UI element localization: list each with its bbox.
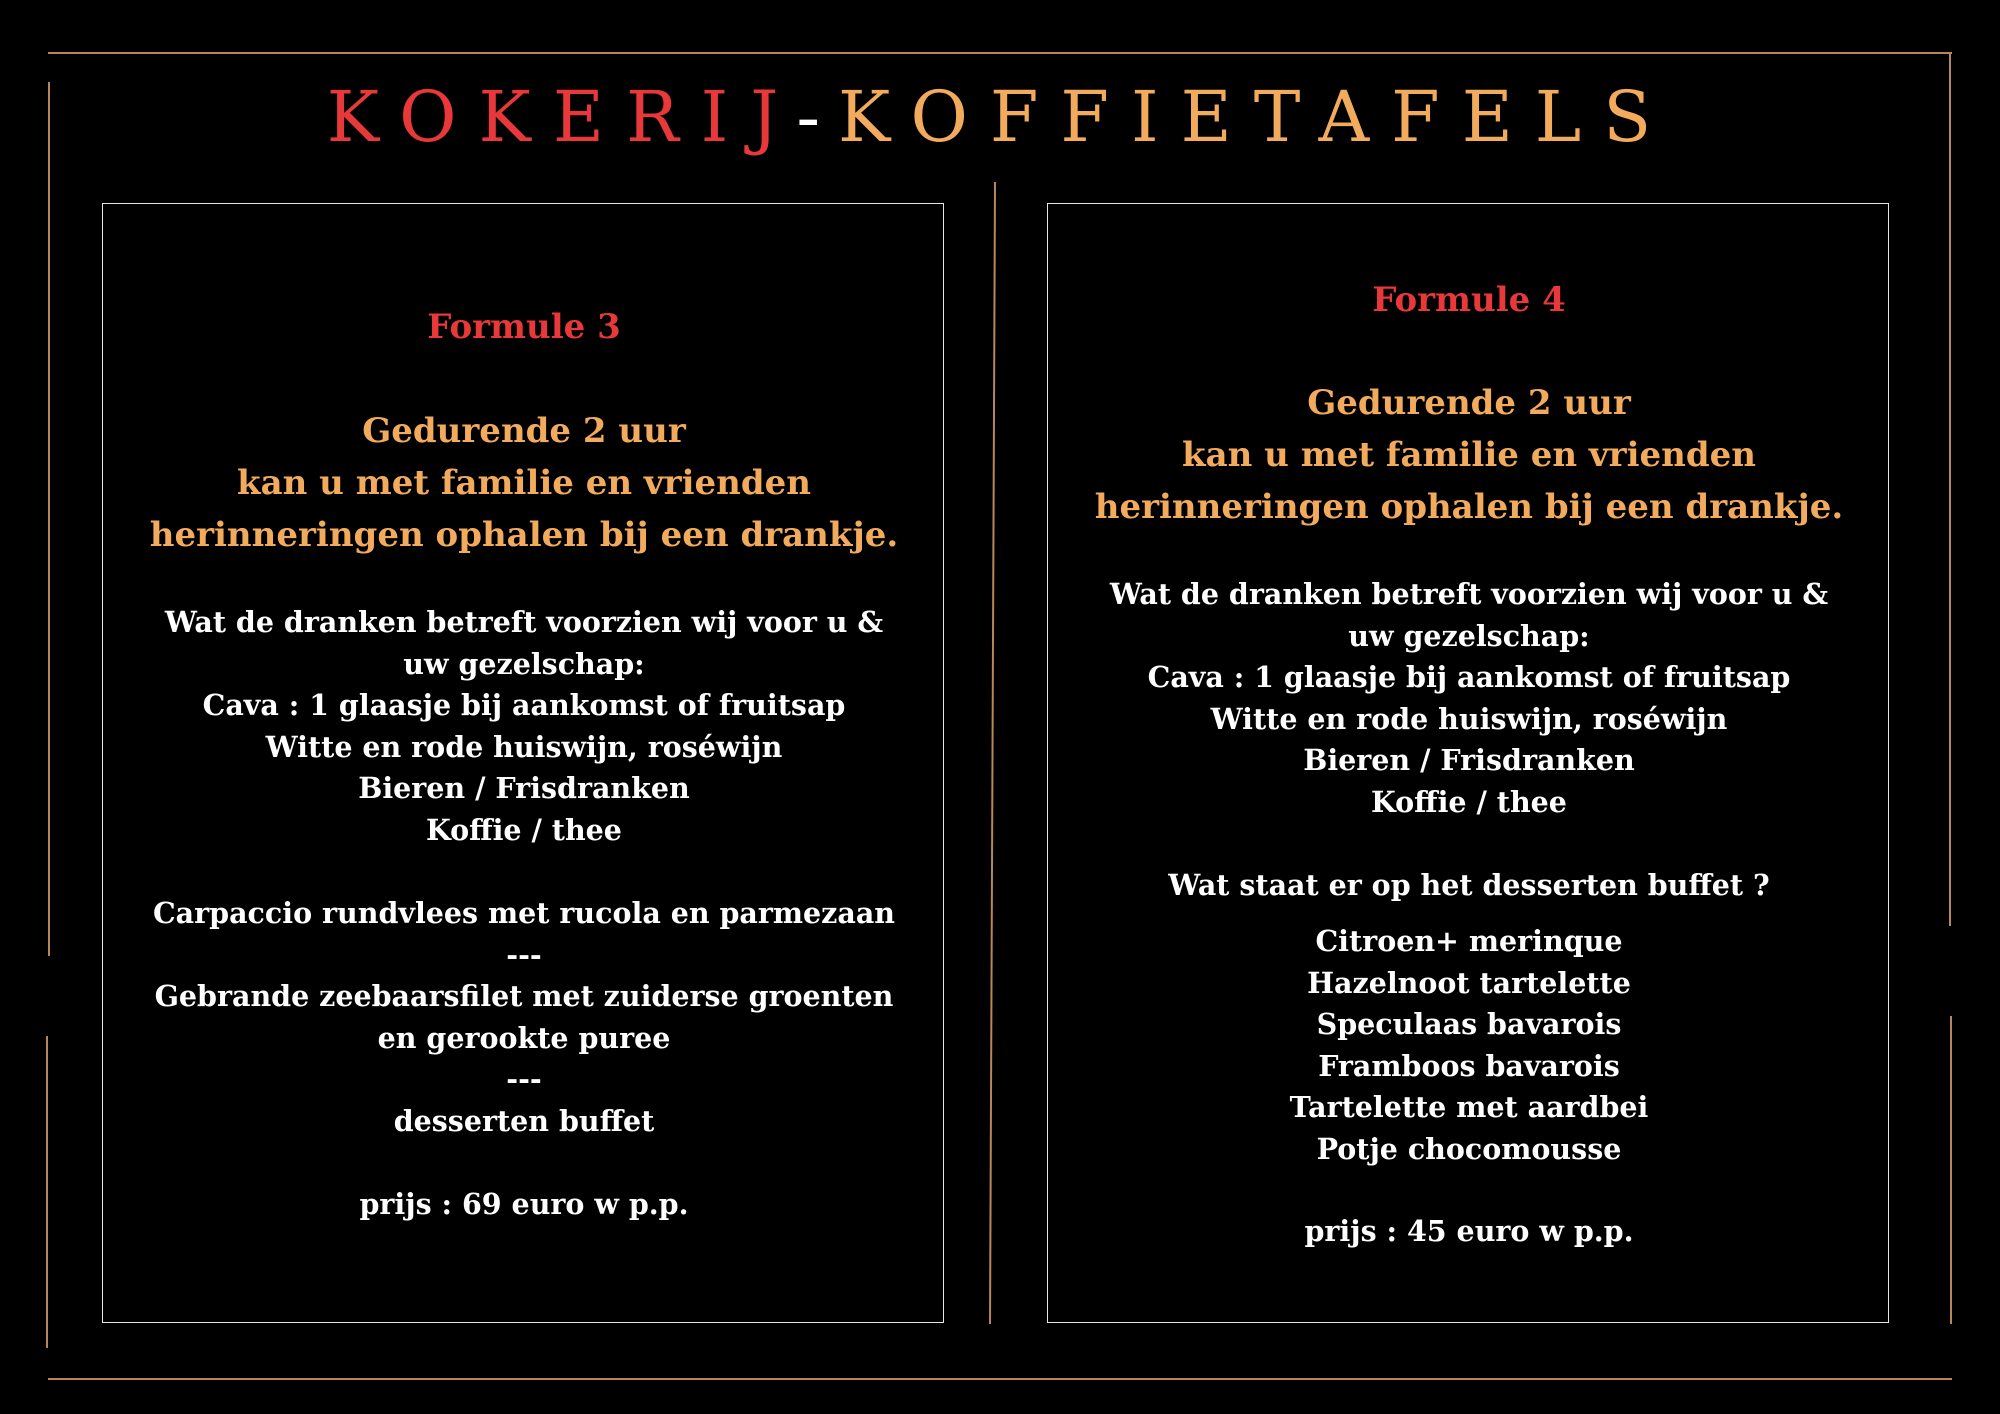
formula-4-desserts-list bbox=[1048, 921, 1890, 1170]
dessert-item: Hazelnoot tartelette bbox=[1307, 965, 1631, 1000]
intro-line: Gedurende 2 uur bbox=[1307, 383, 1631, 423]
formula-4-drinks-title: Wat de dranken betreft voorzien wij voor u & uw gezelschap: bbox=[1109, 577, 1829, 653]
page-title bbox=[0, 72, 2000, 162]
title-part-kokerij: KOKERIJ bbox=[326, 76, 801, 158]
title-part-koffietafels: KOFFIETAFELS bbox=[838, 76, 1674, 158]
menu-separator: --- bbox=[506, 1062, 542, 1096]
dessert-item: Citroen+ merinque bbox=[1315, 924, 1623, 958]
drink-item: Bieren / Frisdranken bbox=[1303, 743, 1635, 777]
drink-item: Witte en rode huiswijn, roséwijn bbox=[265, 729, 783, 764]
formula-4-panel bbox=[1047, 203, 1889, 1323]
center-divider-line bbox=[989, 182, 996, 1324]
frame-left-line-lower bbox=[46, 1036, 48, 1348]
formula-3-intro bbox=[103, 405, 945, 561]
formula-4-price: prijs : 45 euro w p.p. bbox=[1304, 1214, 1634, 1248]
dessert-item: Speculaas bavarois bbox=[1316, 1007, 1622, 1041]
formula-3-drinks-title: Wat de dranken betreft voorzien wij voor u & uw gezelschap: bbox=[164, 605, 884, 681]
formula-3-heading: Formule 3 bbox=[427, 307, 621, 347]
formula-3-menu bbox=[103, 893, 945, 976]
menu-item: Carpaccio rundvlees met rucola en parmezaan bbox=[152, 896, 896, 930]
intro-line: herinneringen ophalen bij een drankje. bbox=[149, 515, 899, 555]
drink-item: Koffie / thee bbox=[1371, 784, 1567, 819]
frame-right-line-upper bbox=[1949, 52, 1951, 926]
frame-bottom-line bbox=[48, 1378, 1952, 1380]
drink-item: Cava : 1 glaasje bij aankomst of fruitsap bbox=[202, 688, 846, 722]
intro-line: kan u met familie en vrienden bbox=[237, 463, 811, 503]
intro-line: herinneringen ophalen bij een drankje. bbox=[1094, 487, 1844, 527]
dessert-item: Potje chocomousse bbox=[1316, 1131, 1622, 1166]
frame-left-line-upper bbox=[48, 82, 50, 956]
formula-3-price: prijs : 69 euro w p.p. bbox=[359, 1187, 689, 1221]
menu-item: desserten buffet bbox=[393, 1103, 655, 1138]
menu-item: Gebrande zeebaarsfilet met zuiderse groenten en gerookte puree bbox=[154, 979, 894, 1055]
frame-top-line bbox=[48, 52, 1952, 54]
formula-3-menu-end bbox=[103, 1059, 945, 1142]
frame-right-line-lower bbox=[1950, 1016, 1952, 1324]
formula-4-drinks-list bbox=[1048, 657, 1890, 823]
title-separator: - bbox=[796, 76, 821, 158]
formula-3-panel bbox=[102, 203, 944, 1323]
dessert-item: Framboos bavarois bbox=[1318, 1048, 1620, 1083]
formula-3-drinks-list bbox=[103, 685, 945, 851]
dessert-item: Tartelette met aardbei bbox=[1289, 1090, 1649, 1124]
formula-4-desserts-title: Wat staat er op het desserten buffet ? bbox=[1168, 868, 1770, 902]
intro-line: Gedurende 2 uur bbox=[362, 411, 686, 451]
menu-separator: --- bbox=[506, 937, 542, 972]
drink-item: Cava : 1 glaasje bij aankomst of fruitsap bbox=[1147, 660, 1791, 694]
formula-4-heading: Formule 4 bbox=[1372, 280, 1566, 320]
drink-item: Bieren / Frisdranken bbox=[358, 771, 690, 805]
formula-4-intro bbox=[1048, 377, 1890, 533]
drink-item: Witte en rode huiswijn, roséwijn bbox=[1210, 701, 1728, 736]
intro-line: kan u met familie en vrienden bbox=[1182, 435, 1756, 475]
drink-item: Koffie / thee bbox=[426, 812, 622, 847]
